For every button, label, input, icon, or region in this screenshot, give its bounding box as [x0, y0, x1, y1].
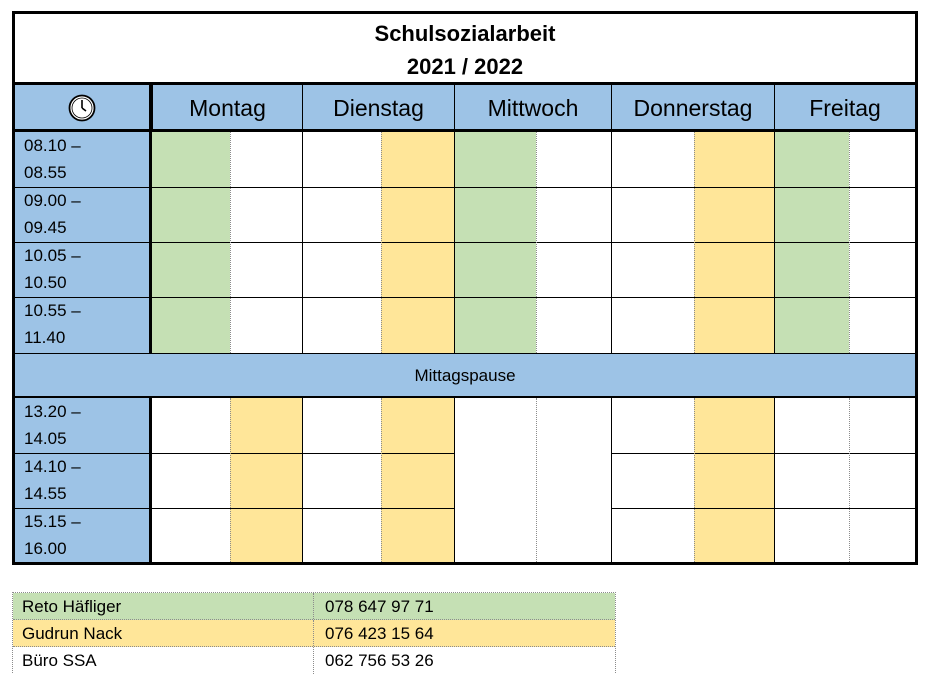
day-divider — [302, 398, 303, 562]
time-slot-1 — [15, 132, 152, 187]
contact-name: Büro SSA — [22, 651, 97, 670]
time-end: 08.55 — [24, 163, 67, 182]
contact-phone: 062 756 53 26 — [325, 651, 434, 670]
time-start: 10.55 – — [24, 301, 81, 320]
title-line-2: 2021 / 2022 — [406, 54, 524, 79]
day-header-mittwoch: Mittwoch — [454, 85, 611, 129]
time-start: 15.15 – — [24, 512, 81, 531]
row-divider — [15, 187, 152, 188]
time-slot-2 — [15, 187, 152, 242]
time-end: 14.55 — [24, 484, 67, 503]
contact-name: Gudrun Nack — [22, 624, 123, 643]
half-divider — [536, 132, 537, 353]
half-divider — [381, 132, 382, 353]
column-divider — [313, 593, 314, 619]
contact-row-reto — [13, 593, 615, 620]
row-divider — [152, 242, 915, 243]
time-slot-4 — [15, 297, 152, 353]
contact-row-buero — [13, 647, 615, 674]
half-divider — [849, 398, 850, 562]
time-slot-3 — [15, 242, 152, 297]
half-divider — [536, 398, 537, 562]
row-divider — [15, 453, 454, 454]
column-divider — [313, 620, 314, 646]
row-divider — [15, 242, 152, 243]
half-divider — [230, 398, 231, 562]
day-divider — [611, 398, 612, 562]
day-header-montag: Montag — [152, 85, 302, 129]
time-start: 13.20 – — [24, 402, 81, 421]
day-divider — [611, 132, 612, 353]
half-divider — [694, 132, 695, 353]
header-row — [15, 85, 915, 132]
day-divider — [774, 398, 775, 562]
day-header-freitag: Freitag — [774, 85, 915, 129]
timetable — [12, 11, 918, 565]
row-divider — [611, 508, 915, 509]
title-line-1: Schulsozialarbeit — [374, 21, 556, 46]
contact-phone: 078 647 97 71 — [325, 597, 434, 616]
timetable-title — [15, 14, 915, 85]
time-start: 09.00 – — [24, 191, 81, 210]
row-divider — [152, 187, 915, 188]
row-divider — [152, 297, 915, 298]
contact-name: Reto Häfliger — [22, 597, 122, 616]
row-divider — [15, 508, 454, 509]
time-slot-7 — [15, 508, 152, 562]
day-divider — [454, 398, 455, 562]
day-divider — [774, 132, 775, 353]
time-slot-6 — [15, 453, 152, 508]
row-divider — [15, 297, 152, 298]
time-start: 14.10 – — [24, 457, 81, 476]
time-end: 10.50 — [24, 273, 67, 292]
lunch-break-row: Mittagspause — [15, 353, 915, 398]
contact-legend — [12, 592, 616, 673]
time-start: 10.05 – — [24, 246, 81, 265]
day-header-donnerstag: Donnerstag — [611, 85, 774, 129]
time-slot-5 — [15, 398, 152, 453]
time-end: 16.00 — [24, 539, 67, 558]
half-divider — [849, 132, 850, 353]
time-end: 09.45 — [24, 218, 67, 237]
clock-icon — [67, 93, 97, 123]
half-divider — [230, 132, 231, 353]
afternoon-donnerstag-gudrun — [694, 398, 774, 562]
day-header-dienstag: Dienstag — [302, 85, 454, 129]
contact-phone: 076 423 15 64 — [325, 624, 434, 643]
half-divider — [694, 398, 695, 562]
time-end: 14.05 — [24, 429, 67, 448]
day-divider — [302, 132, 303, 353]
afternoon-dienstag-gudrun — [381, 398, 454, 562]
time-start: 08.10 – — [24, 136, 81, 155]
column-divider — [313, 647, 314, 674]
contact-row-gudrun — [13, 620, 615, 647]
half-divider — [381, 398, 382, 562]
row-divider — [611, 453, 915, 454]
time-column-header — [15, 85, 152, 129]
time-end: 11.40 — [24, 328, 66, 347]
afternoon-montag-gudrun — [230, 398, 302, 562]
day-divider — [454, 132, 455, 353]
